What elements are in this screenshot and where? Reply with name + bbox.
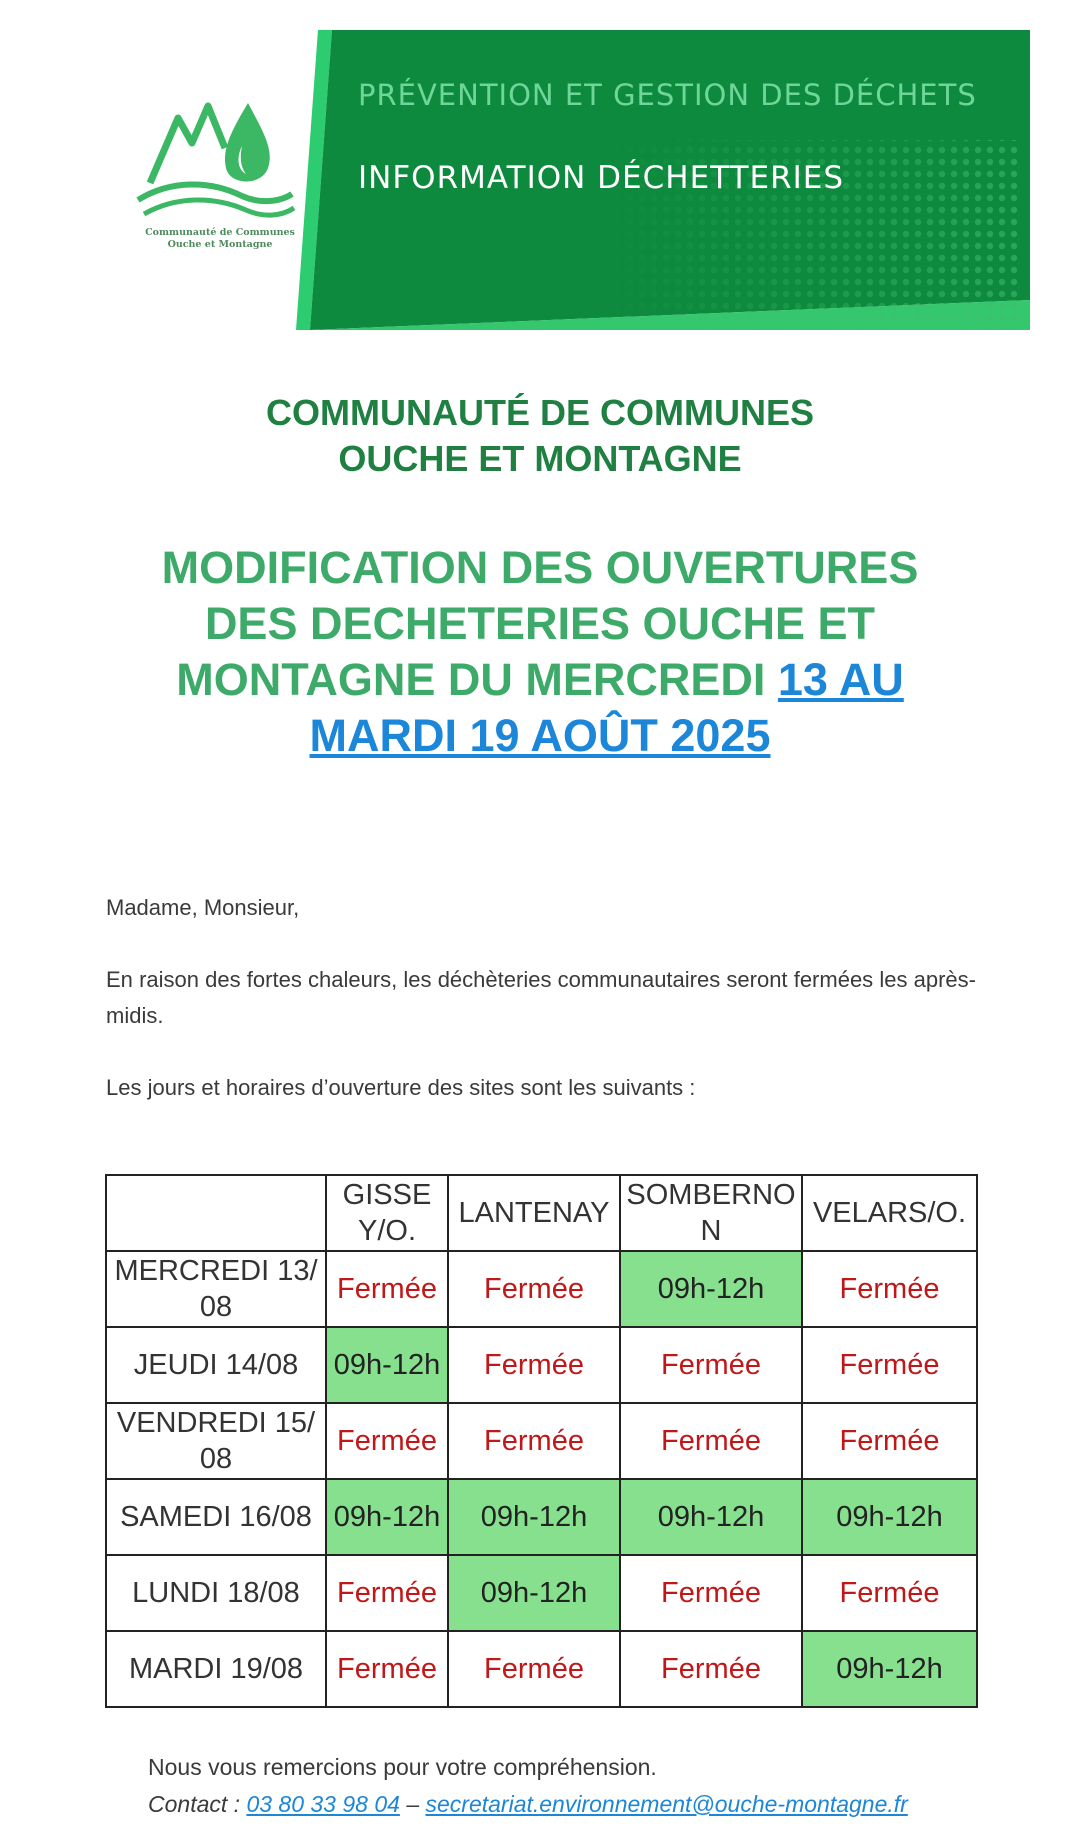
status-cell: Fermée: [802, 1327, 977, 1403]
table-row: [106, 1479, 977, 1555]
logo-icon: [130, 88, 300, 228]
day-cell: MARDI 19/08: [106, 1631, 326, 1707]
schedule-intro: Les jours et horaires d’ouverture des sites sont les suivants :: [106, 1075, 696, 1100]
date-range-link[interactable]: 13 AU MARDI 19 AOÛT 2025: [309, 654, 904, 761]
column-header-day: [106, 1175, 326, 1251]
intro-paragraph: En raison des fortes chaleurs, les déchèteries communautaires seront fermées les après-midis.: [106, 967, 976, 1028]
day-cell: VENDREDI 15/08: [106, 1403, 326, 1479]
status-cell: Fermée: [448, 1631, 620, 1707]
column-header-site: GISSEY/O.: [326, 1175, 448, 1251]
banner-subtitle: PRÉVENTION ET GESTION DES DÉCHETS: [358, 78, 977, 112]
page-title: [110, 540, 970, 764]
status-cell: 09h-12h: [326, 1479, 448, 1555]
thanks-text: Nous vous remercions pour votre compréhension.: [148, 1754, 657, 1780]
status-cell: Fermée: [448, 1251, 620, 1327]
status-cell: 09h-12h: [448, 1479, 620, 1555]
banner-title: INFORMATION DÉCHETTERIES: [358, 160, 845, 196]
status-cell: Fermée: [326, 1403, 448, 1479]
status-cell: Fermée: [620, 1403, 802, 1479]
status-cell: Fermée: [326, 1251, 448, 1327]
day-cell: SAMEDI 16/08: [106, 1479, 326, 1555]
logo-caption-line2: Ouche et Montagne: [167, 239, 273, 250]
phone-link[interactable]: 03 80 33 98 04: [246, 1791, 400, 1817]
organization-title-line1: COMMUNAUTÉ DE COMMUNES: [266, 392, 814, 433]
organization-title: [0, 390, 1080, 482]
status-cell: Fermée: [802, 1251, 977, 1327]
logo-caption: [120, 227, 320, 251]
day-cell: JEUDI 14/08: [106, 1327, 326, 1403]
header-banner: [0, 0, 1080, 345]
status-cell: 09h-12h: [620, 1479, 802, 1555]
status-cell: Fermée: [448, 1327, 620, 1403]
status-cell: Fermée: [448, 1403, 620, 1479]
status-cell: 09h-12h: [448, 1555, 620, 1631]
status-cell: 09h-12h: [620, 1251, 802, 1327]
table-row: [106, 1631, 977, 1707]
contact-separator: –: [406, 1791, 420, 1817]
status-cell: Fermée: [802, 1403, 977, 1479]
status-cell: 09h-12h: [802, 1631, 977, 1707]
contact-line: [148, 1791, 908, 1818]
table-row: [106, 1555, 977, 1631]
greeting: Madame, Monsieur,: [106, 895, 300, 920]
status-cell: Fermée: [802, 1555, 977, 1631]
column-header-site: SOMBERNON: [620, 1175, 802, 1251]
organization-title-line2: OUCHE ET MONTAGNE: [338, 438, 742, 479]
column-header-site: LANTENAY: [448, 1175, 620, 1251]
status-cell: Fermée: [326, 1631, 448, 1707]
day-cell: LUNDI 18/08: [106, 1555, 326, 1631]
column-header-site: VELARS/O.: [802, 1175, 977, 1251]
schedule-table: [105, 1174, 978, 1708]
contact-label: Contact :: [148, 1791, 241, 1817]
status-cell: Fermée: [620, 1631, 802, 1707]
status-cell: 09h-12h: [802, 1479, 977, 1555]
status-cell: Fermée: [326, 1555, 448, 1631]
table-row: [106, 1251, 977, 1327]
table-header-row: [106, 1175, 977, 1251]
page-title-text: MODIFICATION DES OUVERTURES DES DECHETERIES OUCHE ET MONTAGNE DU MERCREDI: [161, 542, 919, 705]
status-cell: Fermée: [620, 1327, 802, 1403]
table-row: [106, 1403, 977, 1479]
status-cell: Fermée: [620, 1555, 802, 1631]
table-row: [106, 1327, 977, 1403]
status-cell: 09h-12h: [326, 1327, 448, 1403]
day-cell: MERCREDI 13/08: [106, 1251, 326, 1327]
email-link[interactable]: secretariat.environnement@ouche-montagne.fr: [425, 1791, 908, 1817]
logo-caption-line1: Communauté de Communes: [145, 227, 295, 238]
